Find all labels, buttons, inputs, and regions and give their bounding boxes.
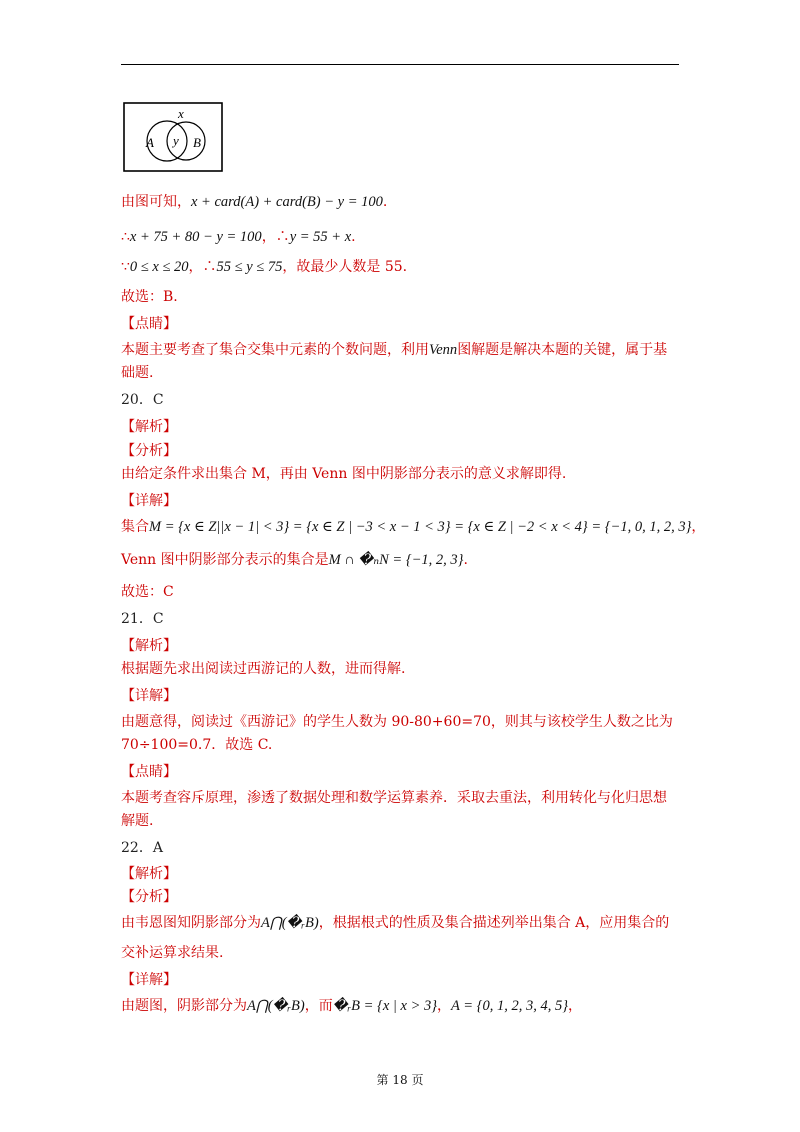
text-span: ， bbox=[437, 998, 452, 1014]
text-span: 本题考查容斥原理，渗透了数据处理和数学运算素养．采取去重法，利用转化与化归思想 bbox=[121, 790, 667, 806]
text-span: 本题主要考查了集合交集中元素的个数问题，利用 bbox=[121, 342, 429, 358]
text-span: 由图可知， bbox=[121, 194, 191, 210]
math-expression: A = {0, 1, 2, 3, 4, 5} bbox=[451, 998, 569, 1014]
math-expression: �ᵣB = {x | x > 3} bbox=[332, 998, 438, 1014]
text-line bbox=[121, 970, 177, 990]
venn-label-b: B bbox=[193, 135, 201, 150]
venn-label-y: y bbox=[173, 133, 179, 148]
text-span: 【解析】 bbox=[121, 419, 177, 435]
math-expression: M = {x ∈ Z||x − 1| < 3} = {x ∈ Z | −3 < x − 1 < 3} = {x ∈ Z | −2 < x < 4} = {−1, 0, 1, 2, 3} bbox=[149, 519, 692, 535]
text-span: . bbox=[351, 229, 356, 245]
text-span: 21．C bbox=[121, 611, 164, 627]
text-line bbox=[121, 491, 177, 511]
text-span: ， bbox=[691, 519, 706, 535]
text-line bbox=[121, 996, 582, 1016]
text-line bbox=[121, 943, 223, 963]
text-line bbox=[121, 811, 153, 831]
venn-label-a: A bbox=[146, 135, 154, 150]
text-line bbox=[121, 609, 164, 629]
text-span: 由题图，阴影部分为 bbox=[121, 998, 247, 1014]
text-line bbox=[121, 257, 407, 277]
text-line bbox=[121, 441, 177, 461]
text-span: 【分析】 bbox=[121, 889, 177, 905]
math-expression: x + 75 + 80 − y = 100 bbox=[129, 229, 262, 245]
text-span: 【详解】 bbox=[121, 972, 177, 988]
text-line bbox=[121, 340, 667, 360]
math-expression: A⋂(�ᵣB) bbox=[261, 915, 319, 931]
text-span: 【详解】 bbox=[121, 688, 177, 704]
text-span: 故选：B. bbox=[121, 289, 178, 305]
text-span: 图解题是解决本题的关键，属于基 bbox=[457, 342, 668, 358]
text-line bbox=[121, 712, 673, 732]
text-line bbox=[121, 390, 164, 410]
text-span: 集合 bbox=[121, 519, 149, 535]
text-line bbox=[121, 582, 174, 602]
text-line bbox=[121, 363, 153, 383]
text-span: 础题. bbox=[121, 365, 154, 381]
text-span: 由给定条件求出集合 M，再由 Venn 图中阴影部分表示的意义求解即得. bbox=[121, 466, 567, 482]
text-line bbox=[121, 864, 177, 884]
venn-label-x: x bbox=[178, 106, 184, 121]
text-span: 22．A bbox=[121, 840, 163, 856]
text-span: 70÷100=0.7．故选 C. bbox=[121, 737, 273, 753]
text-line bbox=[121, 550, 468, 570]
math-expression: M ∩ �ₙN = {−1, 2, 3} bbox=[328, 552, 464, 568]
text-line bbox=[121, 838, 163, 858]
text-span: 根据题先求出阅读过西游记的人数，进而得解. bbox=[121, 661, 406, 677]
text-span: 由题意得，阅读过《西游记》的学生人数为 90-80+60=70，则其与该校学生人数之比为 bbox=[121, 714, 673, 730]
text-line bbox=[121, 192, 387, 212]
text-line bbox=[121, 464, 566, 484]
header-rule bbox=[121, 64, 679, 65]
text-line bbox=[121, 735, 272, 755]
text-line bbox=[121, 227, 356, 247]
text-line bbox=[121, 686, 177, 706]
text-line bbox=[121, 659, 405, 679]
text-span: 由韦恩图知阴影部分为 bbox=[121, 915, 261, 931]
text-span: ，故最少人数是 55. bbox=[282, 259, 408, 275]
text-line bbox=[121, 517, 705, 537]
venn-diagram bbox=[123, 102, 223, 172]
math-expression: x + card(A) + card(B) − y = 100 bbox=[191, 194, 383, 210]
math-expression: 0 ≤ x ≤ 20 bbox=[129, 259, 189, 275]
math-expression: y = 55 + x bbox=[289, 229, 352, 245]
math-expression: Venn bbox=[429, 342, 458, 358]
text-span: ∴ bbox=[121, 229, 130, 245]
text-line bbox=[121, 913, 669, 933]
text-span: 20．C bbox=[121, 392, 164, 408]
text-span: 交补运算求结果. bbox=[121, 945, 224, 961]
math-expression: A⋂(�ᵣB) bbox=[247, 998, 305, 1014]
text-span: ，∴ bbox=[261, 229, 290, 245]
text-span: ， bbox=[568, 998, 583, 1014]
text-line bbox=[121, 287, 178, 307]
text-span: 【解析】 bbox=[121, 866, 177, 882]
page-number: 第 18 页 bbox=[376, 1073, 424, 1087]
math-expression: 55 ≤ y ≤ 75 bbox=[216, 259, 283, 275]
text-span: ∵ bbox=[121, 259, 130, 275]
text-span: 【点睛】 bbox=[121, 316, 177, 332]
text-span: 【分析】 bbox=[121, 443, 177, 459]
text-line bbox=[121, 788, 667, 808]
text-line bbox=[121, 636, 177, 656]
text-line bbox=[121, 762, 177, 782]
text-line bbox=[121, 417, 177, 437]
text-line bbox=[121, 314, 177, 334]
text-span: . bbox=[463, 552, 468, 568]
text-span: ，∴ bbox=[188, 259, 217, 275]
text-span: Venn 图中阴影部分表示的集合是 bbox=[121, 552, 329, 568]
text-span: ，根据根式的性质及集合描述列举出集合 A，应用集合的 bbox=[318, 915, 670, 931]
text-span: 解题. bbox=[121, 813, 154, 829]
text-span: . bbox=[382, 194, 388, 210]
text-span: 【点睛】 bbox=[121, 764, 177, 780]
text-span: 【详解】 bbox=[121, 493, 177, 509]
text-span: 故选：C bbox=[121, 584, 174, 600]
text-span: ，而 bbox=[304, 998, 333, 1014]
text-span: 【解析】 bbox=[121, 638, 177, 654]
text-line bbox=[121, 887, 177, 907]
